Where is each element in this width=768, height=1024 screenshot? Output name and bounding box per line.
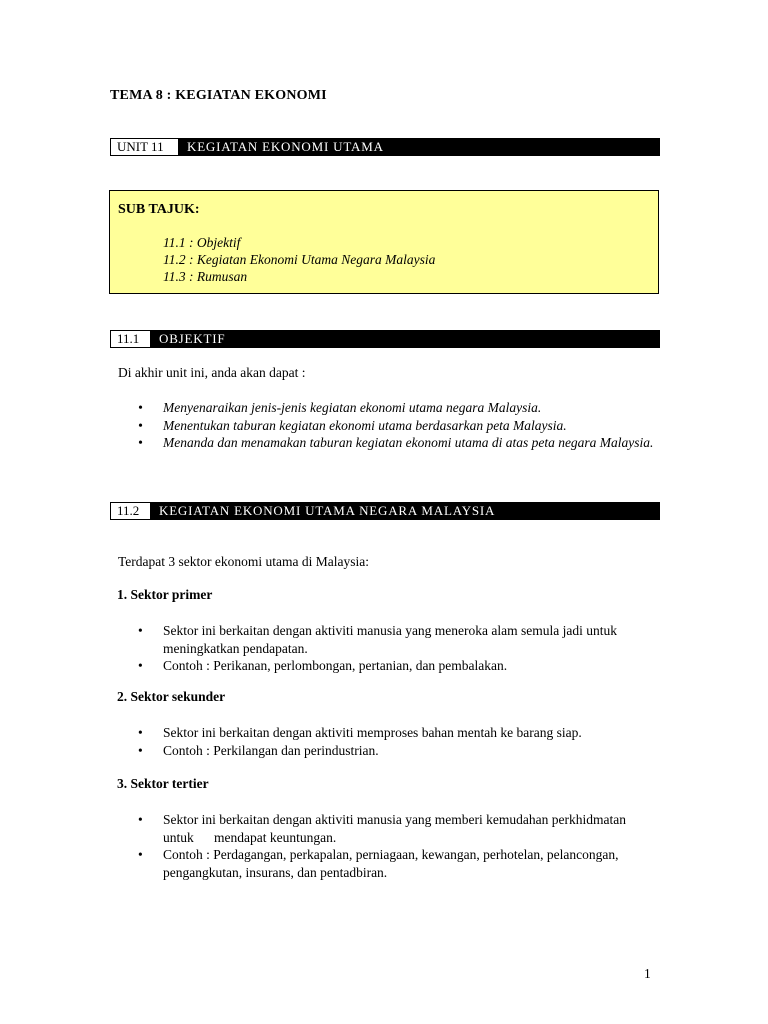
section-title: OBJEKTIF bbox=[159, 331, 226, 346]
list-item: • Menanda dan menamakan taburan kegiatan ekonomi utama di atas peta negara Malaysia. bbox=[138, 435, 654, 450]
list-item: • Contoh : Perkilangan dan perindustrian. bbox=[138, 742, 379, 758]
bullet-icon: • bbox=[138, 417, 143, 433]
list-item: • Sektor ini berkaitan dengan aktiviti manusia yang meneroka alam semula jadi untuk meningkatkan pendapatan. bbox=[138, 623, 617, 656]
subtopic-item-3: 11.3 : Rumusan bbox=[163, 269, 248, 284]
objective-intro: Di akhir unit ini, anda akan dapat : bbox=[118, 365, 306, 380]
subtopic-item-1: 11.1 : Objektif bbox=[163, 235, 241, 250]
bullet-icon: • bbox=[138, 847, 143, 862]
sector-list bbox=[138, 724, 658, 759]
section2-heading-bar bbox=[110, 502, 660, 520]
list-item: • Menyenaraikan jenis-jenis kegiatan ekonomi utama negara Malaysia. bbox=[138, 400, 542, 415]
bullet-icon: • bbox=[138, 742, 143, 758]
theme-title: TEMA 8 : KEGIATAN EKONOMI bbox=[110, 88, 327, 103]
subtopic-box bbox=[109, 190, 659, 294]
bullet-icon: • bbox=[138, 812, 143, 827]
page-number: 1 bbox=[644, 966, 651, 981]
unit-title: KEGIATAN EKONOMI UTAMA bbox=[187, 139, 384, 154]
sector-title: 1. Sektor primer bbox=[117, 587, 213, 602]
sector-list bbox=[138, 622, 658, 675]
list-item: • Sektor ini berkaitan dengan aktiviti memproses bahan mentah ke barang siap. bbox=[138, 725, 582, 740]
bullet-icon: • bbox=[138, 400, 143, 415]
list-item: • Menentukan taburan kegiatan ekonomi utama berdasarkan peta Malaysia. bbox=[138, 417, 567, 433]
unit-heading-bar bbox=[110, 138, 660, 156]
list-item: • Contoh : Perdagangan, perkapalan, perniagaan, kewangan, perhotelan, pelancongan, pengangkutan, insurans, dan pentadbiran. bbox=[138, 847, 619, 880]
objective-list bbox=[138, 399, 658, 452]
sector-title: 3. Sektor tertier bbox=[117, 776, 209, 791]
bullet-icon: • bbox=[138, 435, 143, 450]
section-number: 11.2 bbox=[111, 503, 151, 519]
bullet-icon: • bbox=[138, 725, 143, 740]
unit-number: UNIT 11 bbox=[111, 139, 179, 155]
sector-list bbox=[138, 811, 658, 881]
list-item: • Sektor ini berkaitan dengan aktiviti manusia yang memberi kemudahan perkhidmatan untuk mendapat keuntungan. bbox=[138, 812, 630, 845]
section-number: 11.1 bbox=[111, 331, 151, 347]
sectors-intro: Terdapat 3 sektor ekonomi utama di Malaysia: bbox=[118, 554, 369, 569]
bullet-icon: • bbox=[138, 623, 143, 638]
section-title: KEGIATAN EKONOMI UTAMA NEGARA MALAYSIA bbox=[159, 503, 496, 518]
objective-heading-bar bbox=[110, 330, 660, 348]
subtopic-heading: SUB TAJUK: bbox=[118, 202, 200, 217]
list-item: • Contoh : Perikanan, perlombongan, pertanian, dan pembalakan. bbox=[138, 658, 508, 673]
sector-title: 2. Sektor sekunder bbox=[117, 689, 226, 704]
bullet-icon: • bbox=[138, 658, 143, 673]
subtopic-item-2: 11.2 : Kegiatan Ekonomi Utama Negara Malaysia bbox=[163, 252, 436, 267]
